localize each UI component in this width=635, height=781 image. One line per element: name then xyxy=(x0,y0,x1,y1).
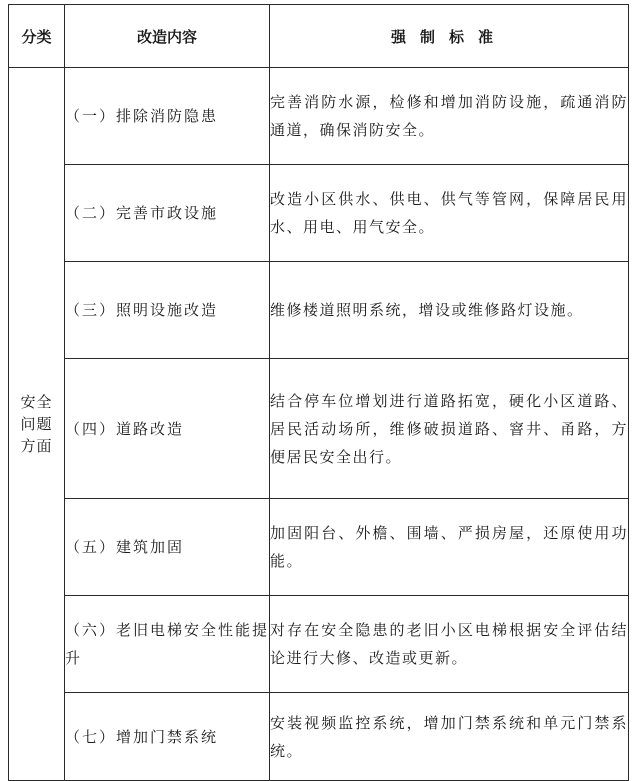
standard-cell: 改造小区供水、供电、供气等管网，保障居民用水、用电、用气安全。 xyxy=(270,165,629,262)
table-header-row xyxy=(9,5,629,68)
header-category: 分类 xyxy=(9,5,65,68)
item-cell: （五）建筑加固 xyxy=(65,499,270,596)
table-row xyxy=(9,359,629,499)
standard-cell: 完善消防水源，检修和增加消防设施，疏通消防通道，确保消防安全。 xyxy=(270,68,629,165)
standard-cell: 安装视频监控系统，增加门禁系统和单元门禁系统。 xyxy=(270,693,629,781)
standard-cell: 对存在安全隐患的老旧小区电梯根据安全评估结论进行大修、改造或更新。 xyxy=(270,596,629,693)
header-content: 改造内容 xyxy=(65,5,270,68)
category-cell xyxy=(9,68,65,781)
item-cell: （一）排除消防隐患 xyxy=(65,68,270,165)
table-row xyxy=(9,68,629,165)
table-row xyxy=(9,499,629,596)
table-row xyxy=(9,693,629,781)
item-cell: （六）老旧电梯安全性能提升 xyxy=(65,596,270,693)
item-cell: （七）增加门禁系统 xyxy=(65,693,270,781)
standard-cell: 维修楼道照明系统，增设或维修路灯设施。 xyxy=(270,262,629,359)
table-row xyxy=(9,262,629,359)
category-label: 安全问题方面 xyxy=(20,393,53,455)
table-row xyxy=(9,596,629,693)
standard-cell: 结合停车位增划进行道路拓宽，硬化小区道路、居民活动场所，维修破损道路、窨井、甬路，方便居民安全出行。 xyxy=(270,359,629,499)
renovation-standards-table xyxy=(8,4,629,781)
header-standard: 强制标准 xyxy=(270,5,629,68)
item-cell: （二）完善市政设施 xyxy=(65,165,270,262)
item-cell: （三）照明设施改造 xyxy=(65,262,270,359)
table-row xyxy=(9,165,629,262)
item-cell: （四）道路改造 xyxy=(65,359,270,499)
standard-cell: 加固阳台、外檐、围墙、严损房屋，还原使用功能。 xyxy=(270,499,629,596)
